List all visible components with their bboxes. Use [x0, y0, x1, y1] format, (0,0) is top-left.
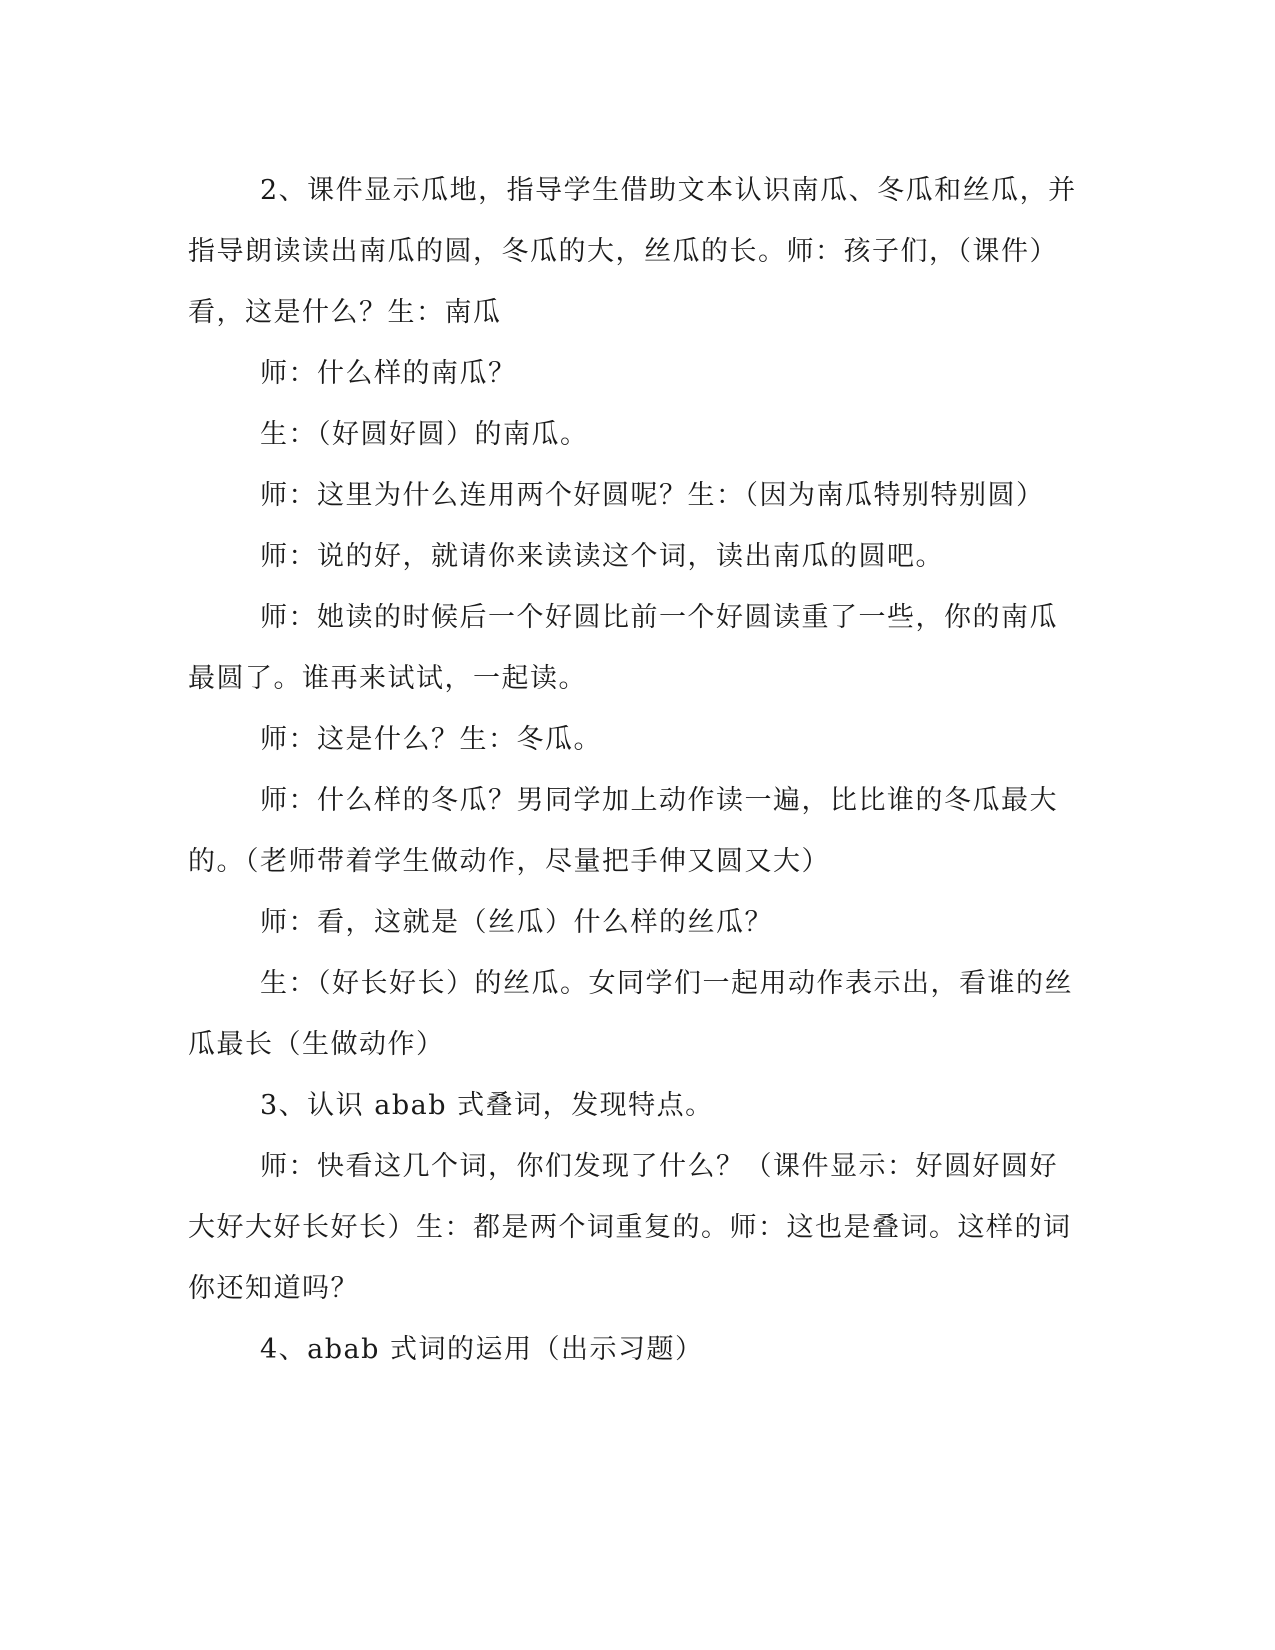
document-body: [188, 160, 1078, 1380]
paragraph-winter-melon: 师：这是什么？生：冬瓜。: [260, 724, 602, 755]
paragraph-loofah-answer: 生：（好长好长）的丝瓜。女同学们一起用动作表示出，看谁的丝瓜最长（生做动作）: [188, 968, 1073, 1060]
paragraph-teacher-read-word: 师：说的好，就请你来读读这个词，读出南瓜的圆吧。: [260, 541, 944, 572]
paragraph-item-4-heading: 4、abab 式词的运用（出示习题）: [260, 1334, 704, 1365]
paragraph-item-2-intro: 2、课件显示瓜地，指导学生借助文本认识南瓜、冬瓜和丝瓜，并指导朗读读出南瓜的圆，冬瓜的大，丝瓜的长。师：孩子们，（课件）看，这是什么？生：南瓜: [188, 175, 1077, 328]
paragraph-loofah-question: 师：看，这就是（丝瓜）什么样的丝瓜？: [260, 907, 773, 938]
paragraph-winter-melon-action: 师：什么样的冬瓜？男同学加上动作读一遍，比比谁的冬瓜最大的。（老师带着学生做动作，尽量把手伸又圆又大）: [188, 785, 1058, 877]
paragraph-item-3-heading: 3、认识 abab 式叠词，发现特点。: [260, 1090, 714, 1121]
paragraph-teacher-why-repeat: 师：这里为什么连用两个好圆呢？生：（因为南瓜特别特别圆）: [260, 480, 1045, 511]
paragraph-discover-pattern: 师：快看这几个词，你们发现了什么？（课件显示：好圆好圆好大好大好长好长）生：都是两个词重复的。师：这也是叠词。这样的词你还知道吗？: [188, 1151, 1072, 1304]
paragraph-student-answer-pumpkin: 生：（好圆好圆）的南瓜。: [260, 419, 589, 450]
paragraph-teacher-question-pumpkin: 师：什么样的南瓜？: [260, 358, 517, 389]
paragraph-teacher-feedback: 师：她读的时候后一个好圆比前一个好圆读重了一些，你的南瓜最圆了。谁再来试试，一起读。: [188, 602, 1058, 694]
